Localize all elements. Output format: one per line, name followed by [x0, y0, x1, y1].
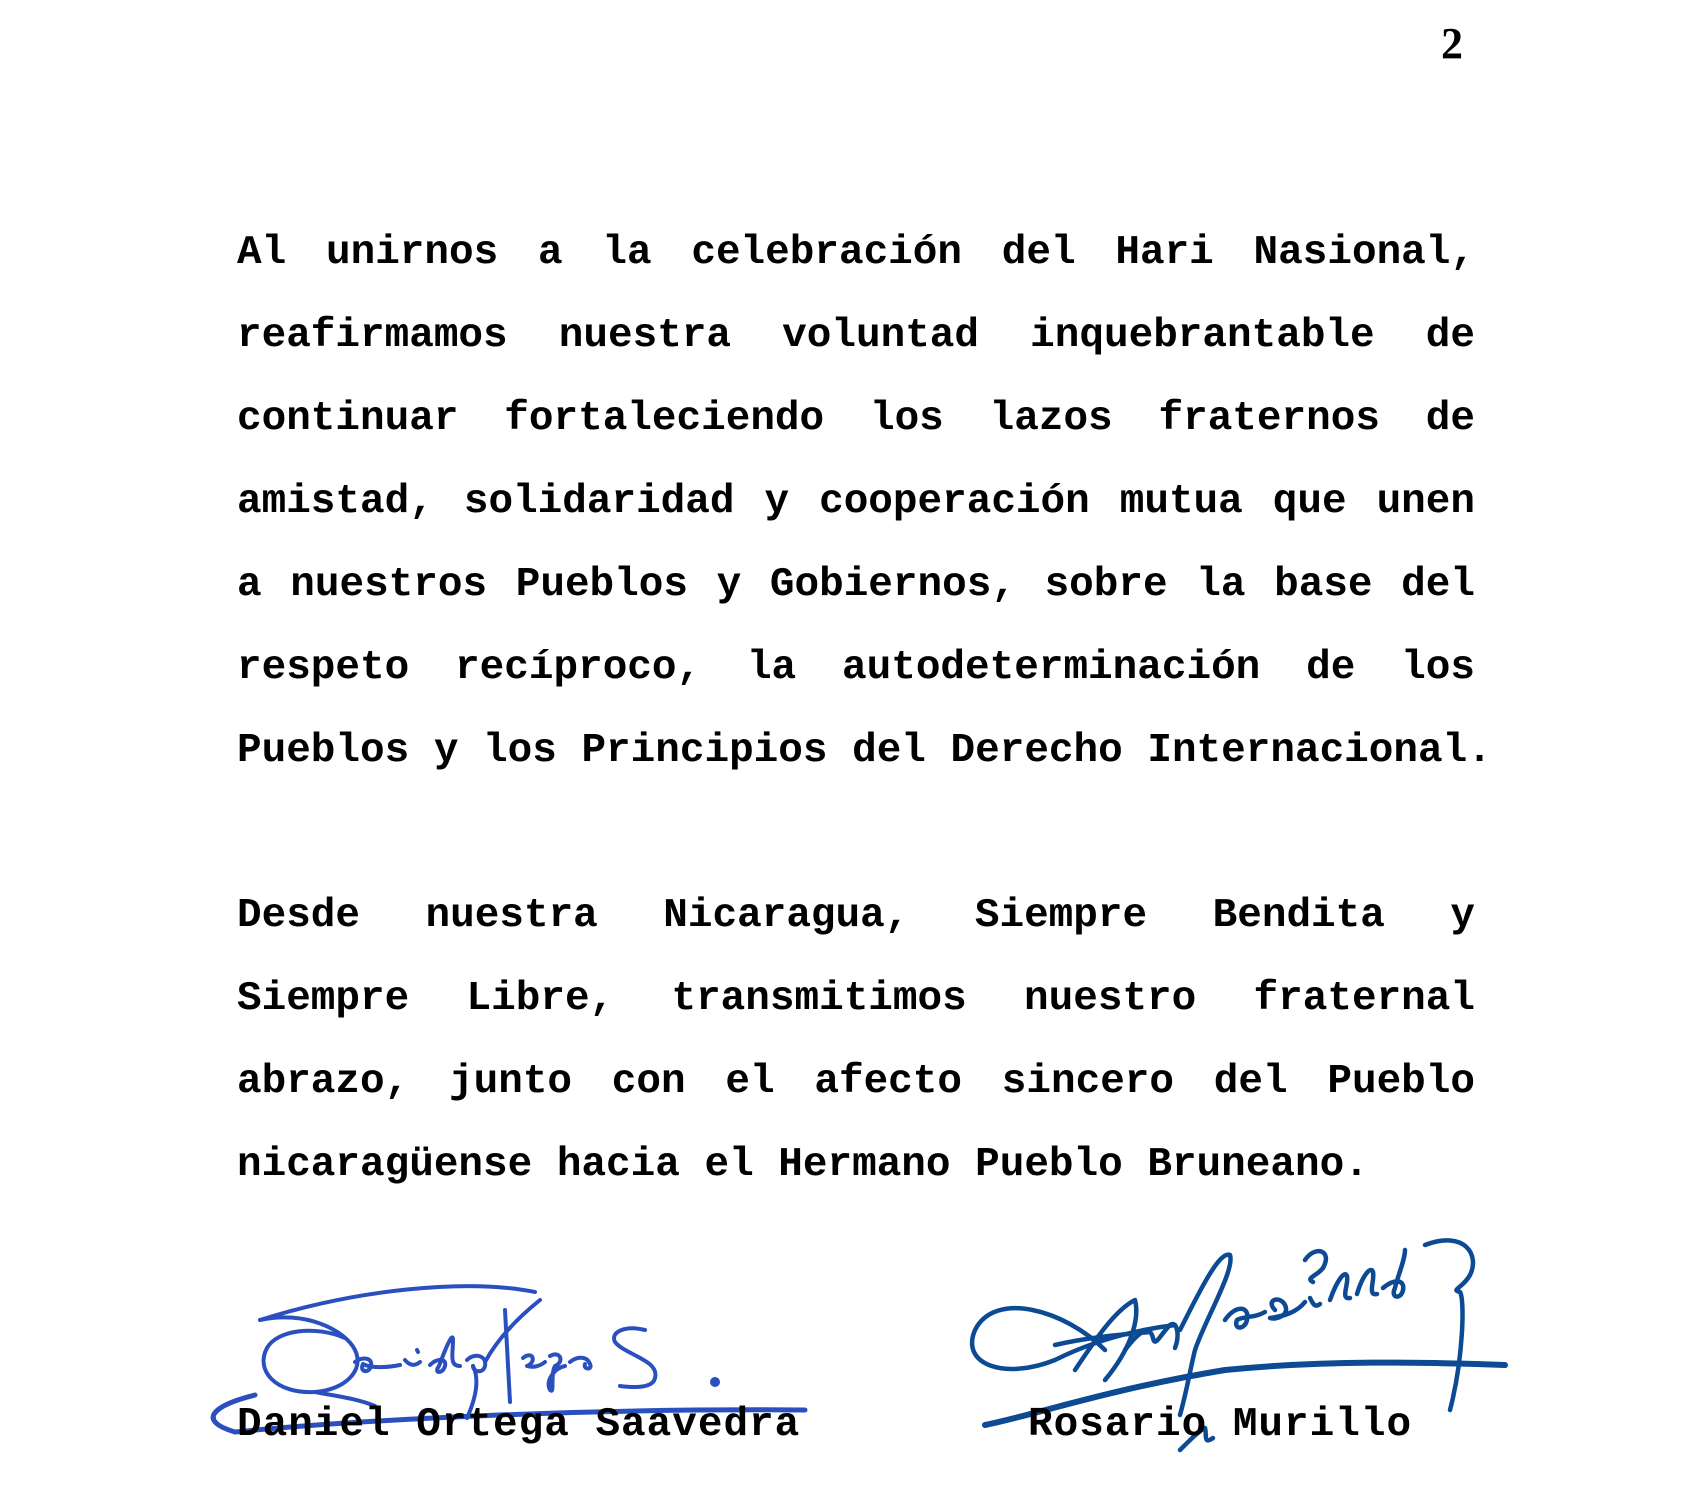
paragraph-line: Siempre Libre, transmitimos nuestro fraternal — [237, 976, 1475, 1022]
signer-name-ortega: Daniel Ortega Saavedra — [237, 1402, 801, 1448]
page-number: 2 — [1441, 19, 1463, 68]
letter-paragraph-1 — [237, 212, 1492, 793]
paragraph-line: reafirmamos nuestra voluntad inquebrantable de — [237, 313, 1475, 359]
paragraph-line: continuar fortaleciendo los lazos fraternos de — [237, 396, 1475, 442]
paragraph-line: a nuestros Pueblos y Gobiernos, sobre la base del — [237, 562, 1475, 608]
letter-paragraph-2 — [237, 875, 1475, 1207]
paragraph-line: abrazo, junto con el afecto sincero del Pueblo — [237, 1059, 1475, 1105]
signer-name-murillo: Rosario Murillo — [1028, 1402, 1413, 1448]
paragraph-line: amistad, solidaridad y cooperación mutua que unen — [237, 479, 1475, 525]
paragraph-line: respeto recíproco, la autodeterminación de los — [237, 645, 1475, 691]
paragraph-line: Desde nuestra Nicaragua, Siempre Bendita y — [237, 893, 1475, 939]
paragraph-line: Al unirnos a la celebración del Hari Nasional, — [237, 230, 1475, 276]
signature-ortega-icon — [205, 1270, 865, 1420]
paragraph-line: nicaragüense hacia el Hermano Pueblo Bruneano. — [237, 1142, 1369, 1188]
paragraph-line: Pueblos y los Principios del Derecho Internacional. — [237, 728, 1492, 774]
